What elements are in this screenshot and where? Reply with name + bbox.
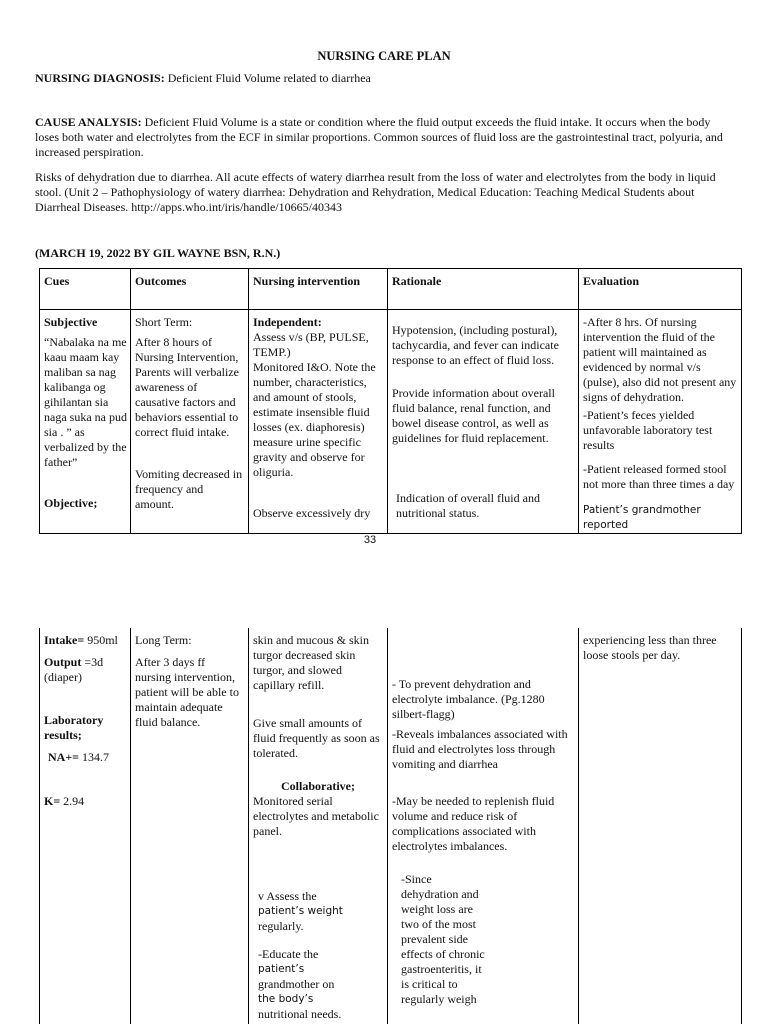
educate-line4: the body’s <box>258 993 314 1005</box>
evaluation-released: -Patient released formed stool not more than three times a day <box>583 462 735 491</box>
evaluation-feces: -Patient’s feces yielded unfavorable laboratory test results <box>583 408 713 452</box>
rationale-replenish: -May be needed to replenish fluid volume and reduce risk of complications associated with electrolytes imbalances. <box>392 794 555 853</box>
short-term-label: Short Term: <box>135 315 193 329</box>
rationale-since: -Since dehydration and weight loss are two of the most prevalent side effects of chronic gastroenteritis, it is critical to regularly weigh <box>401 872 485 1006</box>
educate-line3: grandmother on <box>258 977 335 991</box>
intake-label: Intake= <box>44 633 85 647</box>
na-label: NA+= <box>48 750 80 764</box>
vomiting-outcome: Vomiting decreased in frequency and amount. <box>135 467 243 511</box>
educate-line5: nutritional needs. <box>258 1007 342 1021</box>
intake-value: 950ml <box>87 633 118 647</box>
header-rationale: Rationale <box>392 274 442 288</box>
educate-line2: patient’s <box>258 963 305 975</box>
diagnosis-label: NURSING DIAGNOSIS: <box>35 71 165 85</box>
give-fluids: Give small amounts of fluid frequently as soon as tolerated. <box>253 716 380 760</box>
rationale-hypotension: Hypotension, (including postural), tachycardia, and fever can indicate response to an effect of fluid loss. <box>392 323 559 367</box>
k-row <box>40 794 131 809</box>
rationale-provide: Provide information about overall fluid balance, renal function, and bowel disease control, as well as guidelines for fluid replacement. <box>392 386 555 445</box>
skin-turgor: skin and mucous & skin turgor decreased skin turgor, and slowed capillary refill. <box>253 633 369 692</box>
cause-label: CAUSE ANALYSIS: <box>35 115 142 129</box>
diagnosis-text: Deficient Fluid Volume related to diarrhea <box>167 71 371 85</box>
educate-grandmother <box>254 947 384 1022</box>
assess-weight <box>254 889 384 934</box>
assess-weight-line3: regularly. <box>258 919 304 933</box>
output-row <box>40 655 131 685</box>
output-label: Output <box>44 655 82 669</box>
short-term-goal: After 8 hours of Nursing Intervention, Parents will verbalize awareness of causative factors and behaviors essential to correct fluid intake. <box>135 335 239 439</box>
evaluation-after8: -After 8 hrs. Of nursing intervention the fluid of the patient will maintained as evidenced by normal v/s (pulse), also did not present any signs of dehydration. <box>583 315 737 404</box>
educate-line1: -Educate the <box>258 947 319 961</box>
rationale-reveals: -Reveals imbalances associated with fluid and electrolytes loss through vomiting and diarrhea <box>392 727 568 771</box>
serial-electrolytes: Monitored serial electrolytes and metabolic panel. <box>253 794 379 838</box>
evaluation-experiencing: experiencing less than three loose stools per day. <box>583 633 717 662</box>
long-term-goal: After 3 days ff nursing intervention, patient will be able to maintain adequate fluid balance. <box>135 655 239 729</box>
intake-row <box>40 633 131 648</box>
independent-label: Independent: <box>253 315 322 329</box>
objective-label: Objective; <box>44 496 98 510</box>
page-title: NURSING CARE PLAN <box>317 49 451 63</box>
cause-analysis <box>35 115 735 160</box>
assess-weight-line1: v Assess the <box>258 889 317 903</box>
page-number: 33 <box>363 534 377 546</box>
header-nursing-intervention: Nursing intervention <box>253 274 361 288</box>
subjective-quote: “Nabalaka na me kaau maam kay maliban sa nag kalibanga og gihilantan sia naga suka na pud sia . ” as verbalized by the father” <box>44 335 127 469</box>
header-outcomes: Outcomes <box>135 274 187 288</box>
rationale-indication: Indication of overall fluid and nutritional status. <box>396 491 540 520</box>
subjective-label: Subjective <box>44 315 98 329</box>
lab-results-label: Laboratory results; <box>44 713 104 742</box>
intervention-cell <box>249 315 387 480</box>
observe-dry: Observe excessively dry <box>253 506 371 520</box>
monitor-io: Monitored I&O. Note the number, characteristics, and amount of stools, estimate insensible fluid losses (ex. diaphoresis) measure urine specific gravity and observe for oliguria. <box>253 360 376 479</box>
na-value: 134.7 <box>82 750 110 764</box>
assess-weight-line2: patient’s weight <box>258 905 343 917</box>
na-row <box>44 750 131 765</box>
header-cues: Cues <box>44 274 70 288</box>
cause-text: Deficient Fluid Volume is a state or condition where the fluid output exceeds the fluid intake. It occurs when the body loses both water and electrolytes from the ECF in similar proportions. Common sources of fluid loss are the gastrointestinal tract, polyuria, and increased perspiration. <box>35 115 723 159</box>
rationale-prevent: - To prevent dehydration and electrolyte imbalance. (Pg.1280 silbert-flagg) <box>392 677 545 721</box>
k-label: K= <box>44 794 61 808</box>
outcomes-cell <box>131 315 248 440</box>
risk-paragraph: Risks of dehydration due to diarrhea. All acute effects of watery diarrhea result from the loss of water and electrolytes from the body in liquid stool. (Unit 2 – Pathophysiology of watery diarrhea: Dehydration and Rehydration, Medical Education: Teaching Medical Students about Diarrheal Diseases. http://apps.who.int/iris/handle/10665/40343 <box>35 170 716 214</box>
header-evaluation: Evaluation <box>583 274 640 288</box>
k-value: 2.94 <box>63 794 85 808</box>
collaborative-label: Collaborative; <box>281 779 355 793</box>
author-line: (MARCH 19, 2022 BY GIL WAYNE BSN, R.N.) <box>35 246 281 260</box>
cues-cell <box>40 315 131 470</box>
nursing-diagnosis <box>35 71 735 86</box>
assess-vitals: Assess v/s (BP, PULSE, TEMP.) <box>253 330 369 359</box>
evaluation-grandmother: Patient’s grandmother reported <box>583 504 701 531</box>
output-value: =3d (diaper) <box>44 655 104 684</box>
long-term-label: Long Term: <box>135 633 192 647</box>
